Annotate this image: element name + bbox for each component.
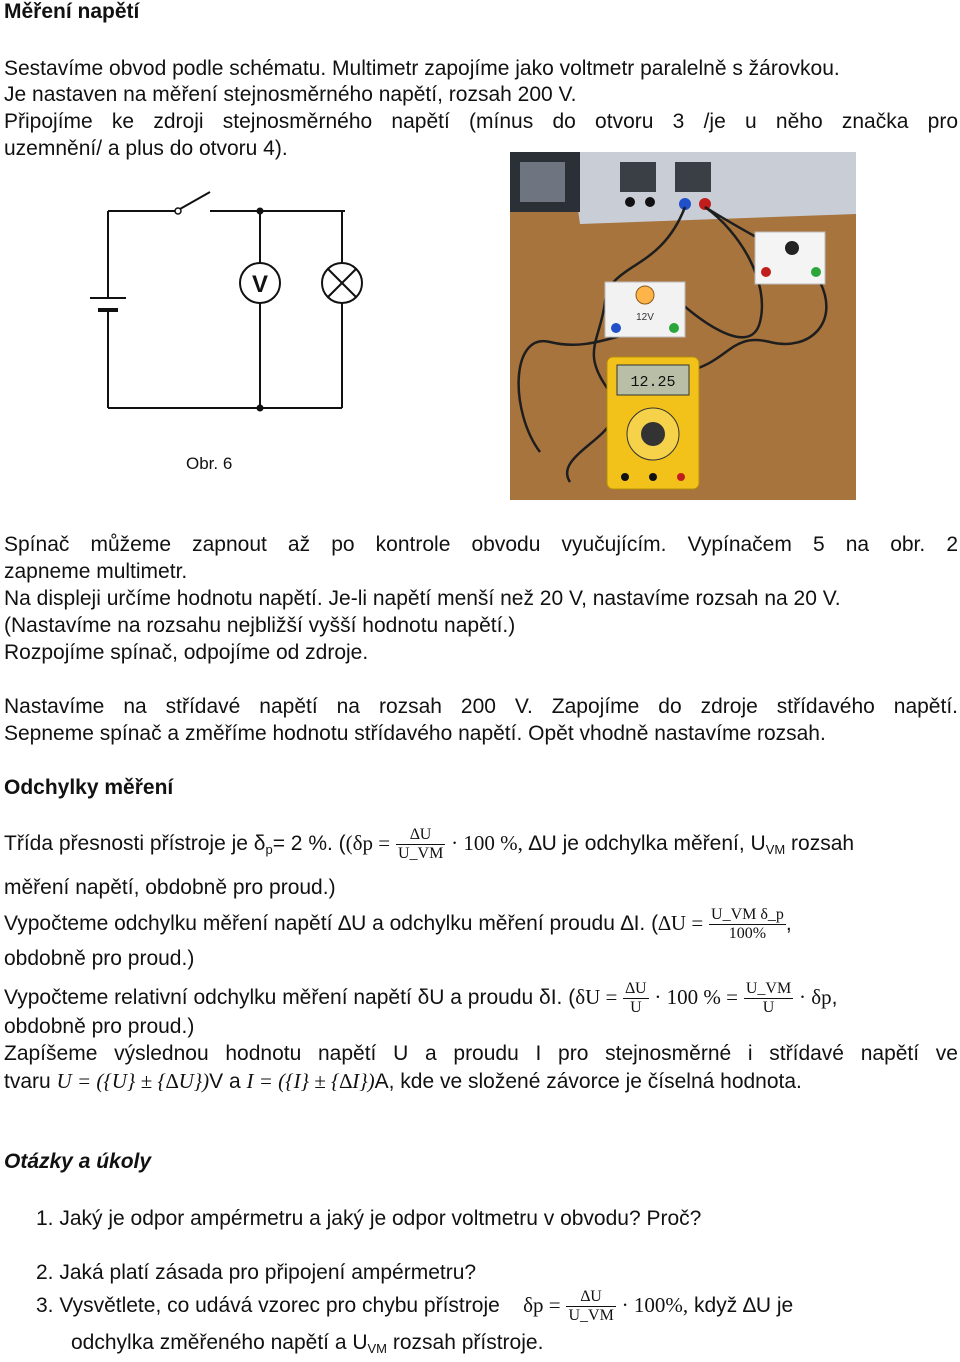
question-3-line-2: odchylka změřeného napětí a $U_{VM}$ rozsah přístroje. xyxy=(71,1331,544,1356)
du-fraction: $\frac{\text{U\_VM δ\_p}}{100\%}$ xyxy=(711,906,784,942)
procedure-line-2: zapneme multimetr. xyxy=(4,560,188,583)
calc2-line-2: obdobně pro proud.) xyxy=(4,1015,195,1038)
junction-dot xyxy=(257,405,264,412)
procedure-line-1: Spínač můžeme zapnout až po kontrole obvodu vyučujícím. Vypínačem 5 na obr. 2 xyxy=(4,533,958,556)
intro-line-1: Sestavíme obvod podle schématu. Multimetr zapojíme jako voltmetr paralelně s žárovkou. xyxy=(4,57,840,80)
result-line-2: tvaru U = ({U} ± {∆U})V a I = ({I} ± {∆I})A, kde ve složené závorce je číselná hodnota. xyxy=(4,1069,802,1093)
multimeter-display: 12.25 xyxy=(630,374,676,391)
svg-text:12V: 12V xyxy=(636,312,654,323)
procedure-line-7: Sepneme spínač a změříme hodnotu střídavého napětí. Opět vhodně nastavíme rozsah. xyxy=(4,722,826,745)
rel-fraction-1: $\frac{\Delta U}{U}$ xyxy=(625,980,647,1016)
question-3: 3. Vysvětlete, co udává vzorec pro chybu přístroje δp = $\frac{\Delta U}{U\_VM}$ · 100%, když ∆U je xyxy=(36,1288,794,1324)
procedure-line-3: Na displeji určíme hodnotu napětí. Je-li napětí menší než 20 V, nastavíme rozsah na 20 V. xyxy=(4,587,841,610)
accuracy-line: Třída přesnosti přístroje je $\delta_p= 2$ %. ((δp = $\frac{\Delta U}{U\_VM}$ · 100 %, ∆U je odchylka měření, $U_{VM}$ rozsah xyxy=(4,826,855,862)
questions-heading: Otázky a úkoly xyxy=(4,1150,152,1173)
calc1-line-2: obdobně pro proud.) xyxy=(4,947,195,970)
q3-fraction: $\frac{\Delta U}{U\_VM}$ xyxy=(568,1288,614,1324)
calc2-line: Vypočteme relativní odchylku měření napětí δU a proudu δI. (δU = $\frac{\Delta U}{U}$ · 100 % = $\frac{U\_VM}{U}$ · δp, xyxy=(4,980,838,1016)
dp-fraction: $\frac{\Delta U}{U\_VM}$ xyxy=(397,826,444,862)
rel-fraction-2: $\frac{U\_VM}{U}$ xyxy=(745,980,792,1016)
intro-line-3: Připojíme ke zdroji stejnosměrného napětí (mínus do otvoru 3 /je u něho značka pro xyxy=(4,110,958,133)
errors-heading: Odchylky měření xyxy=(4,776,174,799)
junction-dot xyxy=(257,208,264,215)
question-1: 1. Jaký je odpor ampérmetru a jaký je odpor voltmetru v obvodu? Proč? xyxy=(36,1207,702,1230)
procedure-line-6: Nastavíme na střídavé napětí na rozsah 200 V. Zapojíme do zdroje střídavého napětí. xyxy=(4,695,958,718)
result-line-1: Zapíšeme výslednou hodnotu napětí U a proudu I pro stejnosměrné i střídavé napětí ve xyxy=(4,1042,958,1065)
voltmeter-symbol: V xyxy=(251,271,269,298)
question-2: 2. Jaká platí zásada pro připojení ampérmetru? xyxy=(36,1261,477,1284)
page-title: Měření napětí xyxy=(4,0,140,23)
lab-setup-photo xyxy=(510,152,856,500)
switch-contact-icon xyxy=(175,208,181,214)
procedure-line-5: Rozpojíme spínač, odpojíme od zdroje. xyxy=(4,641,369,664)
figure-caption: Obr. 6 xyxy=(186,454,233,473)
calc1-line: Vypočteme odchylku měření napětí ∆U a odchylku měření proudu ∆I. (∆U = $\frac{\text{U\_VM δ\_p}}{100\%}$ , xyxy=(4,906,792,942)
circuit-diagram xyxy=(80,180,380,420)
accuracy-line-2: měření napětí, obdobně pro proud.) xyxy=(4,876,336,899)
intro-line-2: Je nastaven na měření stejnosměrného napětí, rozsah 200 V. xyxy=(4,83,577,106)
procedure-line-4: (Nastavíme na rozsahu nejbližší vyšší hodnotu napětí.) xyxy=(4,614,516,637)
intro-line-4: uzemnění/ a plus do otvoru 4). xyxy=(4,137,288,160)
